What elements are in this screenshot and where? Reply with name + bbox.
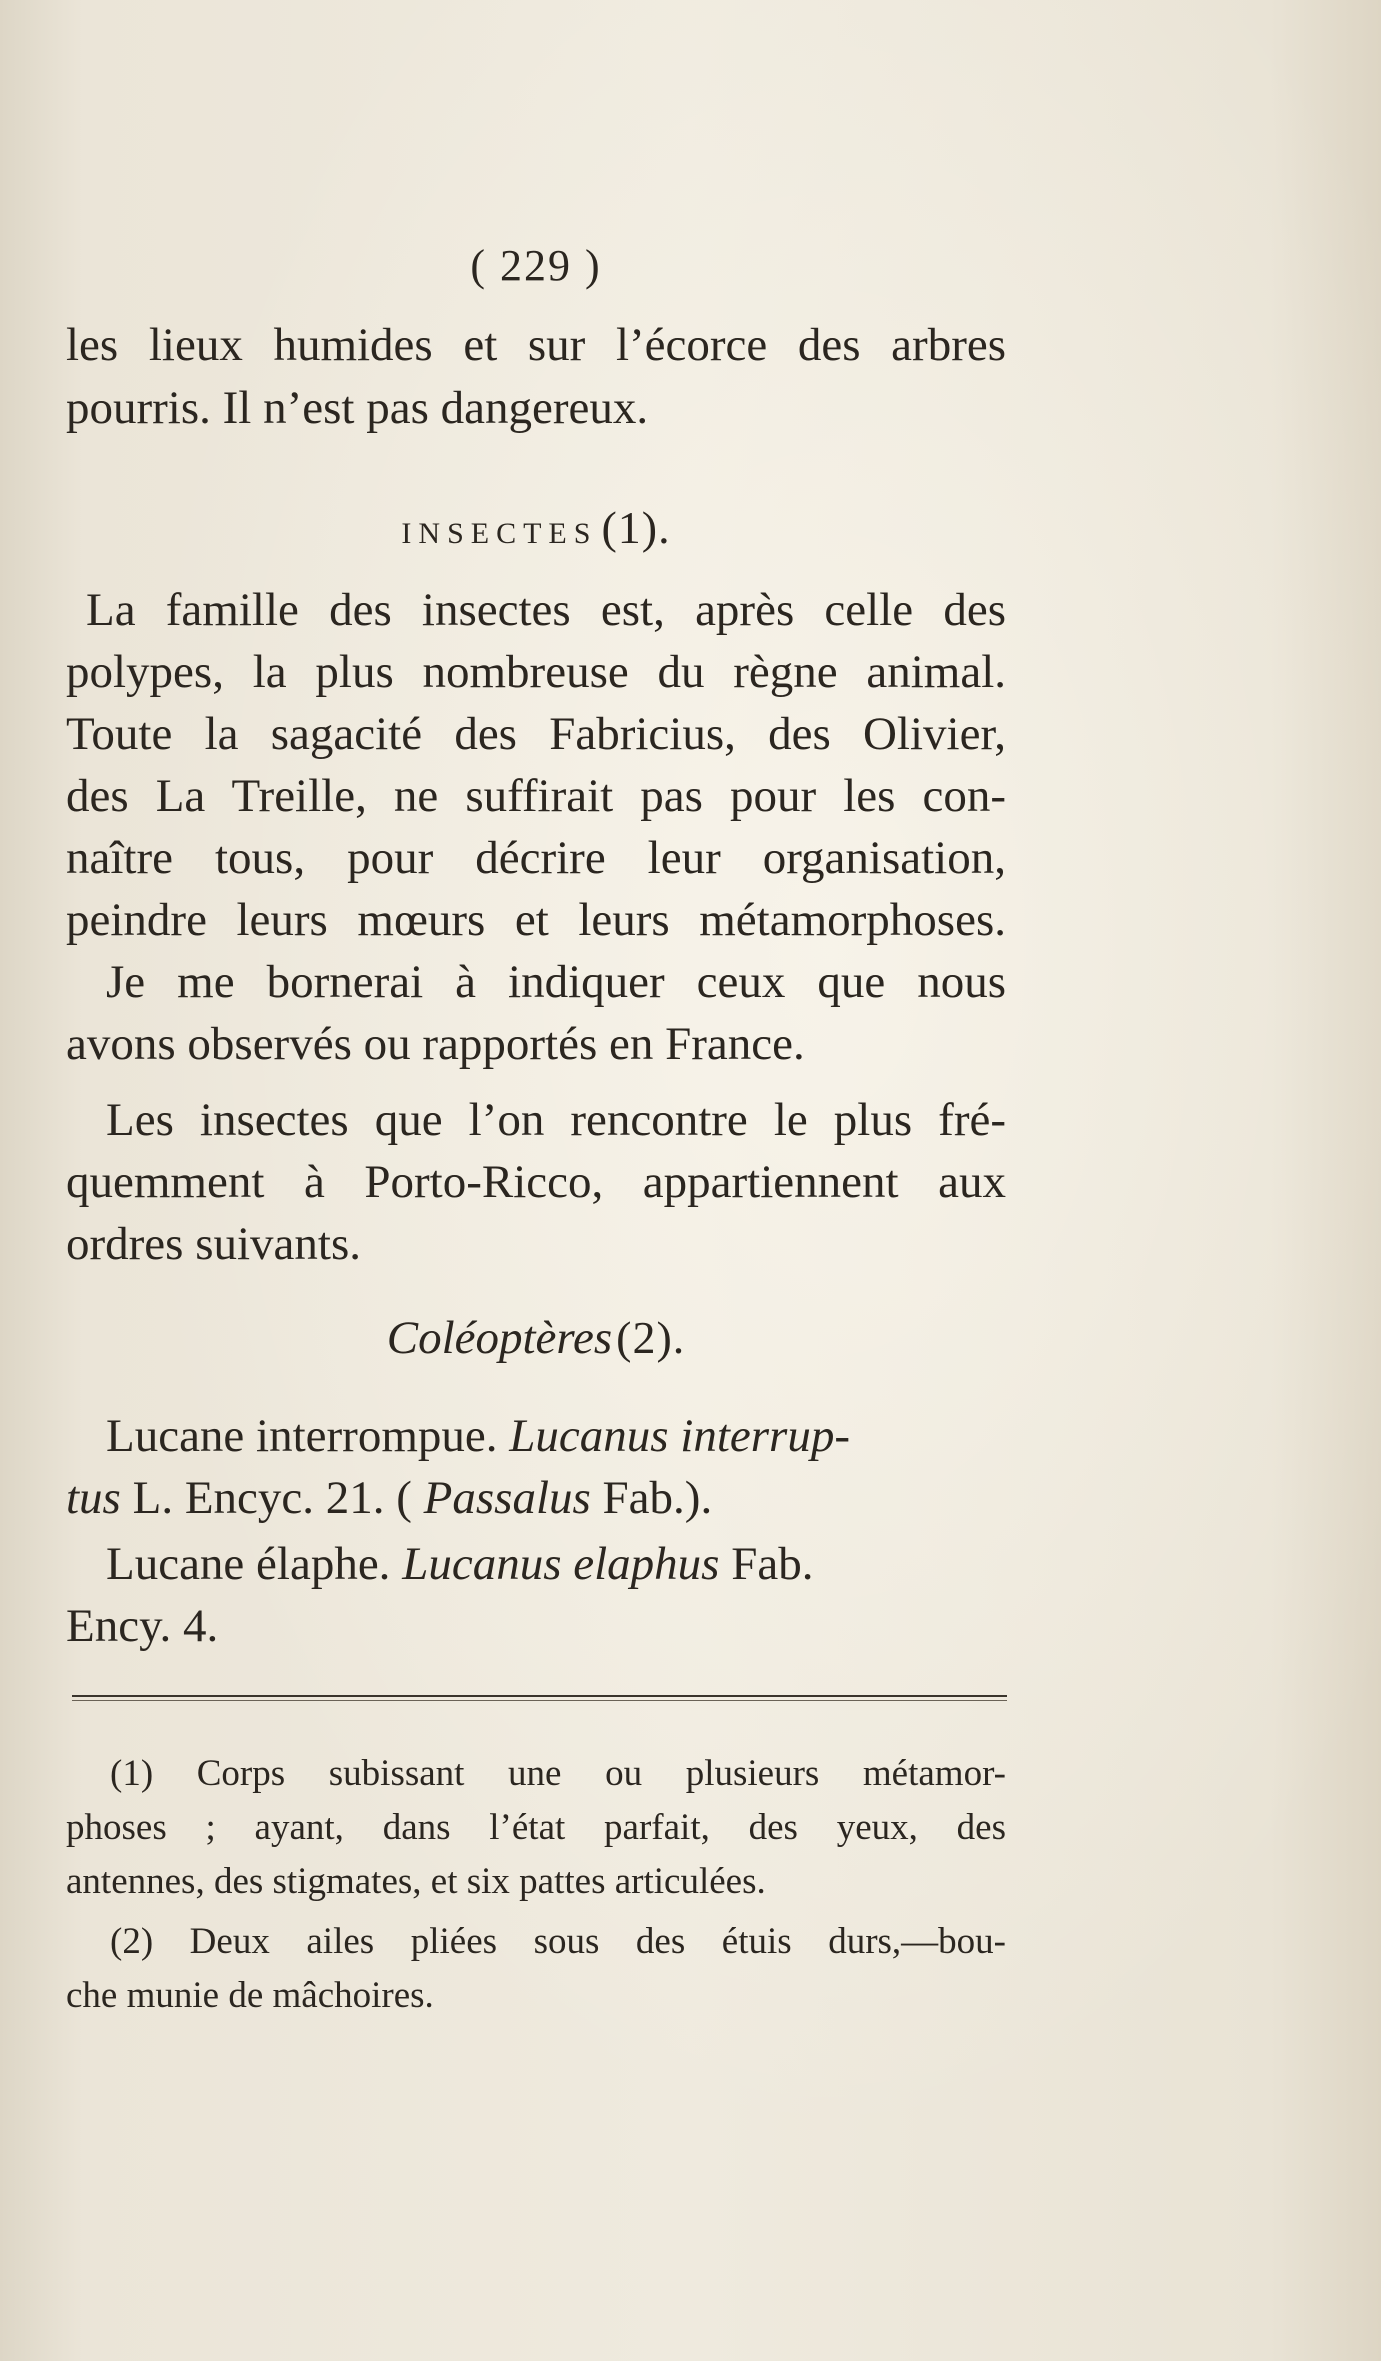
species-entry — [106, 1536, 1006, 1592]
section-heading-insectes — [66, 500, 1006, 567]
text-line: quemment à Porto-Ricco, appartiennent aux — [66, 1156, 1006, 1208]
reference-end: Fab.). — [602, 1472, 713, 1524]
text-line: avons observés ou rapportés en France. — [66, 1018, 805, 1070]
text-line: peindre leurs mœurs et leurs métamorphoses. — [66, 894, 1006, 946]
heading-label: Coléoptères — [386, 1312, 613, 1364]
species-entry-continued — [66, 1470, 1006, 1526]
text-line: Les insectes que l’on rencontre le plus fré- — [106, 1094, 1006, 1146]
text-line: Je me bornerai à indiquer ceux que nous — [106, 956, 1006, 1008]
latin-name: Lucanus interrup- — [509, 1410, 850, 1462]
text-line: des La Treille, ne suffirait pas pour les con- — [66, 770, 1006, 822]
footnote-line: antennes, des stigmates, et six pattes articulées. — [66, 1861, 766, 1902]
text-line: naître tous, pour décrire leur organisation, — [66, 832, 1006, 884]
authority: Fab. — [731, 1538, 814, 1590]
common-name: Lucane élaphe. — [106, 1538, 391, 1590]
footnote-rule — [72, 1695, 1007, 1697]
species-entry — [106, 1408, 1006, 1464]
footnote-line: (1) Corps subissant une ou plusieurs métamor- — [110, 1753, 1006, 1794]
text-line: les lieux humides et sur l’écorce des arbres — [66, 319, 1006, 371]
text-line: Toute la sagacité des Fabricius, des Olivier, — [66, 708, 1006, 760]
latin-name: Lucanus elaphus — [402, 1538, 720, 1590]
text-line: Ency. 4. — [66, 1600, 219, 1652]
text-line: polypes, la plus nombreuse du règne animal. — [66, 646, 1006, 698]
genus-name: Passalus — [423, 1472, 591, 1524]
reference: L. Encyc. 21. ( — [132, 1472, 412, 1524]
footnote-line: phoses ; ayant, dans l’état parfait, des yeux, des — [66, 1807, 1006, 1848]
page-number: ( 229 ) — [470, 241, 602, 290]
heading-label: INSECTES — [401, 517, 598, 550]
footnote-line: che munie de mâchoires. — [66, 1975, 434, 2016]
section-heading-coleopteres — [66, 1308, 1006, 1379]
text-line: La famille des insectes est, après celle des — [86, 584, 1006, 636]
text-line: pourris. Il n’est pas dangereux. — [66, 382, 649, 434]
footnote-ref: (1). — [601, 502, 671, 553]
footnote-line: (2) Deux ailes pliées sous des étuis durs,—bou- — [110, 1921, 1006, 1962]
common-name: Lucane interrompue. — [106, 1410, 498, 1462]
latin-name: tus — [66, 1472, 121, 1524]
footnote-ref: (2). — [616, 1312, 686, 1363]
text-line: ordres suivants. — [66, 1218, 362, 1270]
footnote-rule-thin — [72, 1700, 1007, 1701]
